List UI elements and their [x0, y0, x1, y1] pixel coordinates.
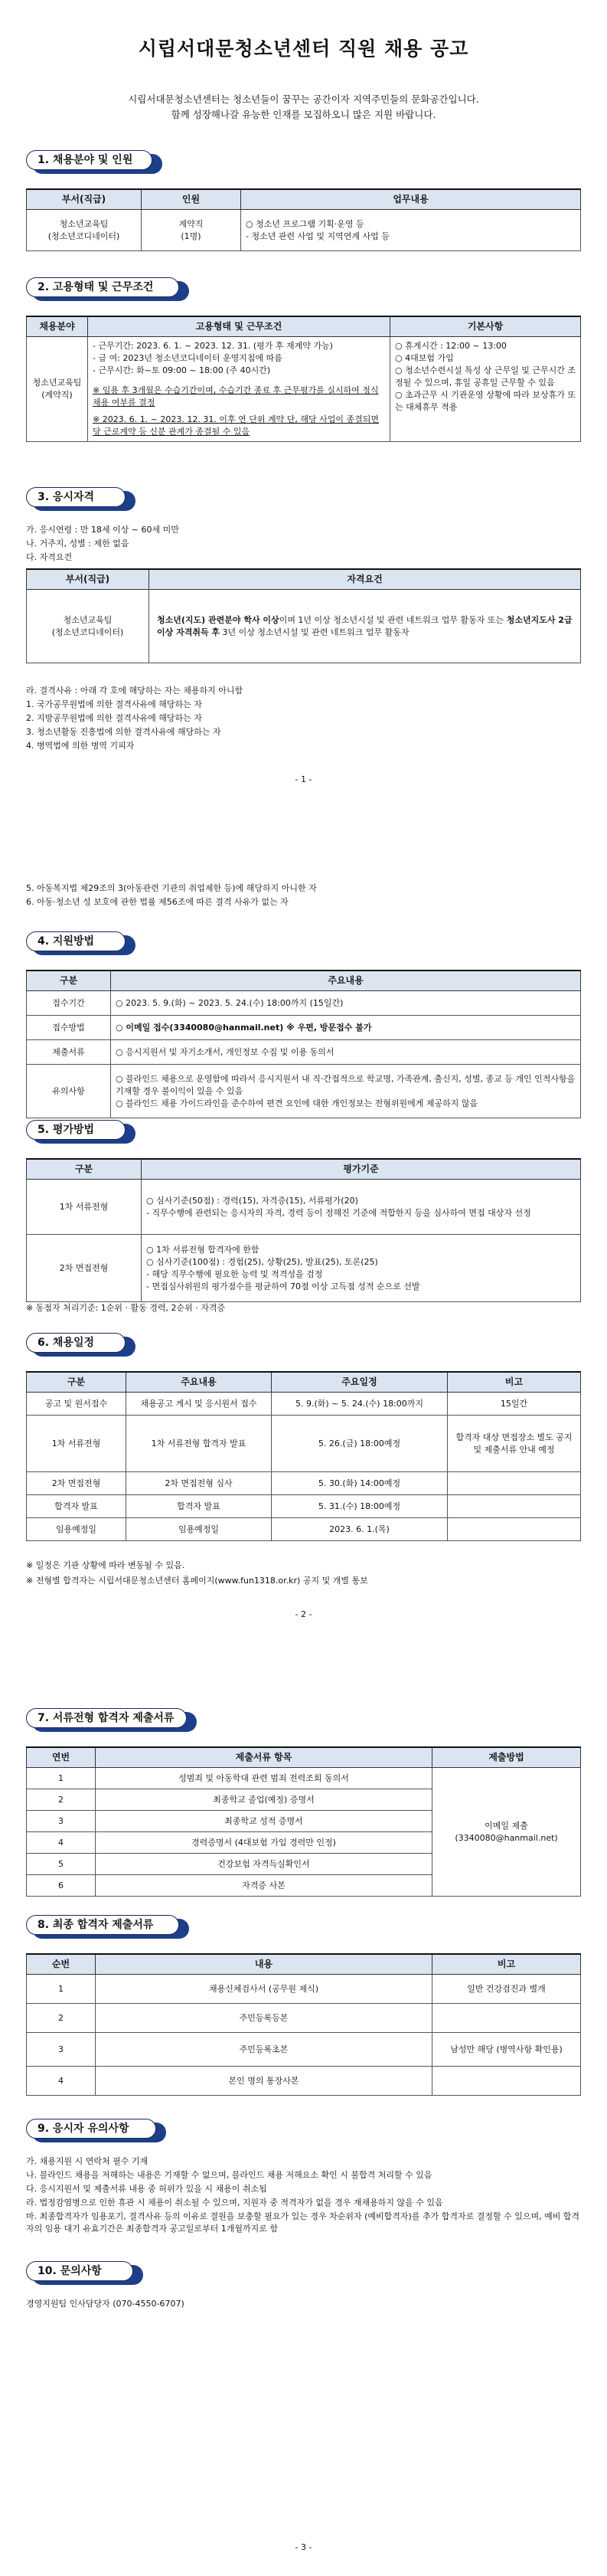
page-title: 시립서대문청소년센터 직원 채용 공고 [138, 38, 469, 60]
disqualification: 4. 병역법에 의한 병역 기피자 [26, 741, 135, 751]
disqualification: 1. 국가공무원법에 의한 결격사유에 해당하는 자 [26, 699, 202, 709]
submit-method-cell: 이메일 제출 (3340080@hanmail.net) [432, 1768, 581, 1897]
duties-cell: ○ 청소년 프로그램 기획·운영 등 - 청소년 관련 사업 및 지역연계 사업 등 [241, 210, 581, 251]
qualification-item: 다. 자격요건 [26, 552, 73, 562]
table-schedule: 구분 주요내용 주요일정 비고 공고 및 원서접수 채용공고 게시 및 응시원서 접수 5. 9.(화) ~ 5. 24.(수) 18:00까지 15일간 1차 서류전형 1차 서류전형 합격자 발표 5. 26.(금) 18:00예정 합격자 대상 면접장소 별도 공지 및 제출서류 안내 예정 2차 면접전형 2차 면접전형 심사 5. 30.(화) 14:00예정 합격자 발표 합격자 발표 5. 31.(수) 18:00예정 임용예정일 임용예정일 2023. 6. 1.(목) [26, 1371, 581, 1541]
section-heading-10: 10. 문의사항 [26, 2261, 225, 2284]
section-heading-6: 6. 채용일정 [26, 1333, 225, 1356]
basics-cell: ○ 휴게시간 : 12:00 ~ 13:00 ○ 4대보험 가입 ○ 청소년수련시설 특성 상 근무일 및 근무시간 조정될 수 있으며, 휴일 공휴일 근무할 수 있음 ○ 초과근무 시 기관운영 상황에 따라 보상휴가 또는 대체휴무 적용 [390, 337, 581, 442]
qualification-item: 가. 응시연령 : 만 18세 이상 ~ 60세 미만 [26, 525, 179, 535]
section-heading-1: 1. 채용분야 및 인원 [26, 150, 225, 173]
field-cell: 청소년교육팀 (계약직) [27, 337, 88, 442]
page-number: - 3 - [295, 2542, 312, 2552]
section-heading-5: 5. 평가방법 [26, 1120, 225, 1143]
section-heading-7: 7. 서류전형 합격자 제출서류 [26, 1708, 225, 1731]
intro-line: 시립서대문청소년센터는 청소년들이 꿈꾸는 공간이자 지역주민들의 문화공간입니다. [128, 93, 479, 105]
table-evaluation: 구분 평가기준 1차 서류전형 ○ 심사기준(50점) : 경력(15), 자격증(15), 서류평가(20) - 직무수행에 관련되는 응시자의 자격, 경력 등이 정해진 기준에 적합한지 등을 심사하여 면접 대상자 선정 2차 면접전형 ○ 1차 서류전형 합격자에 한함 ○ 심사기준(100점) : 경험(25), 상황(25), 발표(25), 토론(25) - 해당 직무수행에 필요한 능력 및 적격성을 검정 - 면접심사위원의 평가점수를 평균하여 70점 이상 고득점 성적 순으로 선발 [26, 1158, 581, 1302]
notice-item: 마. 최종합격자가 임용포기, 결격사유 등의 이유로 결원을 보충할 필요가 있는 경우 차순위자 (예비합격자)를 추가 합격자로 결정할 수 있으며, 예비 합격자의 임용 대기 유효기간은 최종합격자 공고일로부터 1개월까지로 함 [26, 2211, 580, 2234]
contact-info: 경영지원팀 인사담당자 (070-4550-6707) [26, 2299, 184, 2309]
tie-break-note: ※ 동점자 처리기준: 1순위 · 활동 경력, 2순위 · 자격증 [26, 1303, 226, 1313]
disqualification: 라. 결격사유 : 아래 각 호에 해당하는 자는 채용하지 아니함 [26, 686, 243, 696]
conditions-cell: - 근무기간: 2023. 6. 1. ~ 2023. 12. 31. (평가 후 재계약 가능) - 급 여: 2023년 청소년코디네이터 운영지침에 따름 - 근무시간: 화~토 09:00 ~ 18:00 (주 40시간) ※ 임용 후 3개월은 수습기간이며, 수습기간 종료 후 근무평가를 실시하여 정식채용 여부를 결정 ※ 2023. 6. 1. ~ 2023. 12. 31. 이후 연 단위 계약 단, 해당 사업이 종결되면 당 근로계약 등 신분 관계가 종결될 수 있음 [88, 337, 390, 442]
disqualification: 2. 지방공무원법에 의한 결격사유에 해당하는 자 [26, 713, 202, 723]
count-cell: 계약직 (1명) [142, 210, 241, 251]
notice-item: 다. 응시지원서 및 제출서류 내용 중 허위가 있을 시 채용이 취소됨 [26, 2184, 267, 2194]
table-docs-first: 연번 제출서류 항목 제출방법 1 성범죄 및 아동학대 관련 범죄 전력조회 동의서 이메일 제출 (3340080@hanmail.net) 2 최종학교 졸업(예정) 증명서 3 최종학교 성적 증명서 4 경력증명서 (4대보험 가입 경력만 인정) 5 건강보험 자격득실확인서 6 자격증 사본 [26, 1746, 581, 1897]
section-heading-4: 4. 지원방법 [26, 931, 225, 954]
section-heading-3: 3. 응시자격 [26, 487, 225, 510]
table-application: 구분 주요내용 접수기간 ○ 2023. 5. 9.(화) ~ 2023. 5. 24.(수) 18:00까지 (15일간) 접수방법 ○ 이메일 접수(3340080@hanmail.net) ※ 우편, 방문접수 불가 제출서류 ○ 응시지원서 및 자기소개서, 개인정보 수집 및 이용 동의서 유의사항 ○ 블라인드 채용으로 운영함에 따라서 응시지원서 내 직·간접적으로 학교명, 가족관계, 출신지, 성별, 종교 등 개인 인적사항을 기재할 경우 불이익이 있을 수 있음 ○ 블라인드 채용 가이드라인을 준수하여 편견 요인에 대한 개인정보는 전형위원에게 제공하지 않음 [26, 970, 581, 1118]
notice-item: 라. 법정감염병으로 인한 휴관 시 채용이 취소될 수 있으며, 지원자 중 적격자가 없을 경우 재채용하지 않을 수 있음 [26, 2198, 443, 2208]
table-positions: 부서(직급) 인원 업무내용 청소년교육팀 (청소년코디네이터) 계약직 (1명) ○ 청소년 프로그램 기획·운영 등 - 청소년 관련 사업 및 지역연계 사업 등 [26, 188, 581, 251]
disqualification: 3. 청소년활동 진흥법에 의한 결격사유에 해당하는 자 [26, 727, 221, 737]
req-cell: 청소년(지도) 관련분야 학사 이상이며 1년 이상 청소년시설 및 관련 네트워크 업무 활동자 또는 청소년지도사 2급이상 자격취득 후 3년 이상 청소년시설 및 관련 네트워크 업무 활동자 [149, 590, 581, 663]
table-conditions: 채용분야 고용형태 및 근무조건 기본사항 청소년교육팀 (계약직) - 근무기간: 2023. 6. 1. ~ 2023. 12. 31. (평가 후 재계약 가능) - 급 여: 2023년 청소년코디네이터 운영지침에 따름 - 근무시간: 화~토 09:00 ~ 18:00 (주 40시간) ※ 임용 후 3개월은 수습기간이며, 수습기간 종료 후 근무평가를 실시하여 정식채용 여부를 결정 ※ 2023. 6. 1. ~ 2023. 12. 31. 이후 연 단위 계약 단, 해당 사업이 종결되면 당 근로계약 등 신분 관계가 종결될 수 있음 ○ 휴게시간 : 12:00 ~ 13:00 ○ 4대보험 가입 ○ 청소년수련시설 특성 상 근무일 및 근무시간 조정될 수 있으며, 휴일 공휴일 근무할 수 있음 ○ 초과근무 시 기관운영 상황에 따라 보상휴가 또는 대체휴무 적용 [26, 316, 581, 442]
qualification-item: 나. 거주지, 성별 : 제한 없음 [26, 538, 129, 548]
section-heading-9: 9. 응시자 유의사항 [26, 2119, 225, 2142]
notice-item: 나. 블라인드 채용을 저해하는 내용은 기재할 수 없으며, 블라인드 채용 저해요소 확인 시 불합격 처리할 수 있음 [26, 2170, 432, 2180]
page-number: - 1 - [295, 774, 312, 784]
dept-cell: 청소년교육팀 (청소년코디네이터) [27, 210, 142, 251]
section-heading-2: 2. 고용형태 및 근무조건 [26, 277, 225, 300]
section-heading-8: 8. 최종 합격자 제출서류 [26, 1915, 225, 1938]
schedule-note: ※ 전형별 합격자는 시립서대문청소년센터 홈페이지(www.fun1318.or.kr) 공지 및 개별 통보 [26, 1576, 368, 1586]
intro-text [26, 92, 581, 123]
page-number: - 2 - [295, 1609, 312, 1619]
intro-line: 함께 성장해나갈 유능한 인재를 모집하오니 많은 지원 바랍니다. [171, 109, 436, 120]
table-docs-final: 순번 내용 비고 1 채용신체검사서 (공무원 제식) 일반 건강검진과 별개 2 주민등록등본 3 주민등록초본 남성만 해당 (병역사항 확인용) 4 본인 명의 통장사본 [26, 1953, 581, 2096]
table-requirements: 부서(직급) 자격요건 청소년교육팀 (청소년코디네이터) 청소년(지도) 관련분야 학사 이상이며 1년 이상 청소년시설 및 관련 네트워크 업무 활동자 또는 청소년지도사 2급이상 자격취득 후 3년 이상 청소년시설 및 관련 네트워크 업무 활동자 [26, 568, 581, 663]
disqualification: 6. 아동·청소년 성 보호에 관한 법률 제56조에 따른 결격 사유가 없는 자 [26, 897, 289, 907]
notice-item: 가. 채용지원 시 연락처 필수 기재 [26, 2156, 148, 2166]
disqualification: 5. 아동복지법 제29조의 3(아동관련 기관의 취업제한 등)에 해당하지 아니한 자 [26, 883, 317, 893]
schedule-note: ※ 일정은 기관 상황에 따라 변동될 수 있음. [26, 1560, 185, 1570]
req-dept-cell: 청소년교육팀 (청소년코디네이터) [27, 590, 149, 663]
